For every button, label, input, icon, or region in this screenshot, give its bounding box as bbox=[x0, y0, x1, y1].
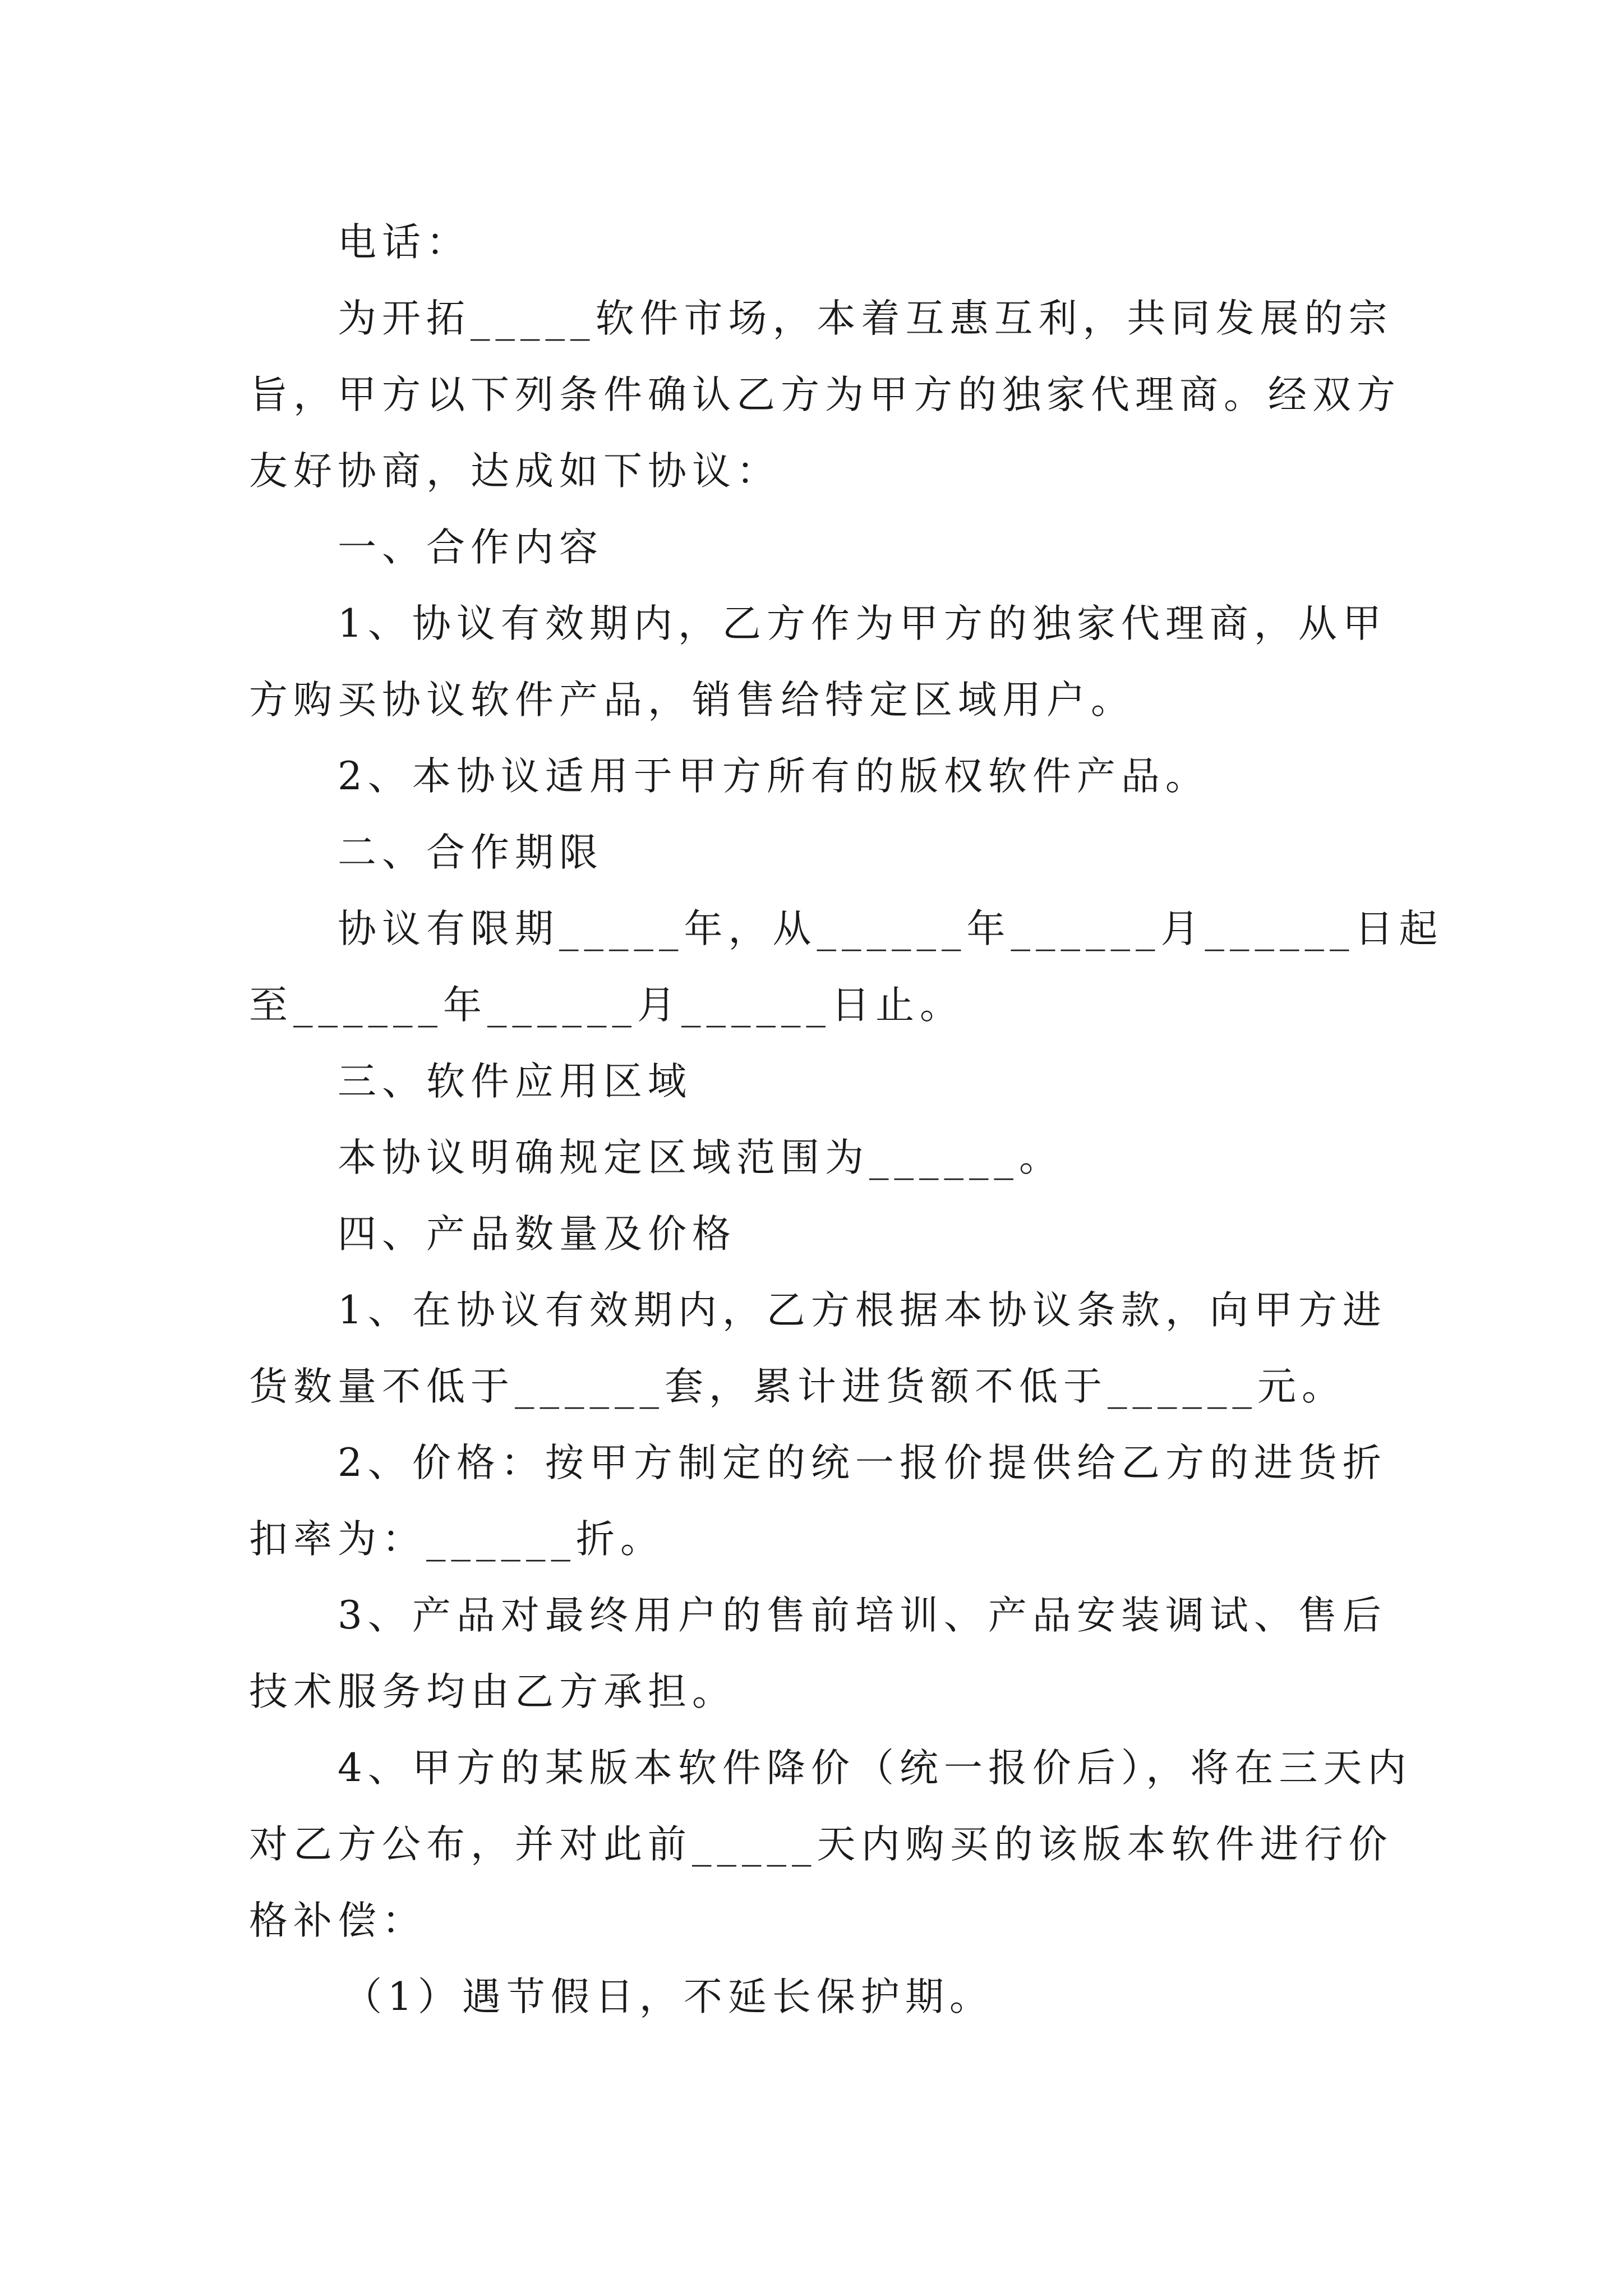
phone-label: 电话： bbox=[338, 220, 471, 265]
section-heading-region: 三、软件应用区域 bbox=[338, 1059, 692, 1104]
clause-4-3-line-2: 技术服务均由乙方承担。 bbox=[249, 1669, 736, 1714]
preamble-line-2: 旨，甲方以下列条件确认乙方为甲方的独家代理商。经双方 bbox=[249, 372, 1401, 417]
clause-4-2-line-2: 扣率为：______折。 bbox=[249, 1517, 665, 1562]
section-heading-quantity-price: 四、产品数量及价格 bbox=[338, 1212, 736, 1257]
section-heading-term: 二、合作期限 bbox=[338, 830, 603, 875]
preamble-line-1: 为开拓_____软件市场，本着互惠互利，共同发展的宗 bbox=[338, 296, 1393, 341]
sub-clause-1: （1）遇节假日，不延长保护期。 bbox=[343, 1975, 994, 2019]
clause-4-4-line-3: 格补偿： bbox=[249, 1898, 426, 1943]
preamble-line-3: 友好协商，达成如下协议： bbox=[249, 449, 781, 494]
clause-4-1-line-2: 货数量不低于______套，累计进货额不低于______元。 bbox=[249, 1364, 1346, 1409]
region-clause: 本协议明确规定区域范围为______。 bbox=[338, 1135, 1063, 1180]
clause-1-1-line-1: 1、协议有效期内，乙方作为甲方的独家代理商，从甲 bbox=[338, 601, 1387, 646]
clause-4-2-line-1: 2、价格：按甲方制定的统一报价提供给乙方的进货折 bbox=[338, 1441, 1387, 1485]
clause-4-1-line-1: 1、在协议有效期内，乙方根据本协议条款，向甲方进 bbox=[338, 1288, 1387, 1333]
clause-4-4-line-1: 4、甲方的某版本软件降价（统一报价后），将在三天内 bbox=[338, 1746, 1412, 1791]
clause-1-1-line-2: 方购买协议软件产品，销售给特定区域用户。 bbox=[249, 678, 1135, 723]
term-line-1: 协议有限期_____年，从______年______月______日起 bbox=[338, 907, 1444, 951]
section-heading-cooperation: 一、合作内容 bbox=[338, 525, 603, 570]
term-line-2: 至______年______月______日止。 bbox=[249, 983, 964, 1028]
clause-4-3-line-1: 3、产品对最终用户的售前培训、产品安装调试、售后 bbox=[338, 1593, 1387, 1638]
clause-4-4-line-2: 对乙方公布，并对此前_____天内购买的该版本软件进行价 bbox=[249, 1822, 1393, 1867]
clause-1-2: 2、本协议适用于甲方所有的版权软件产品。 bbox=[338, 754, 1210, 799]
